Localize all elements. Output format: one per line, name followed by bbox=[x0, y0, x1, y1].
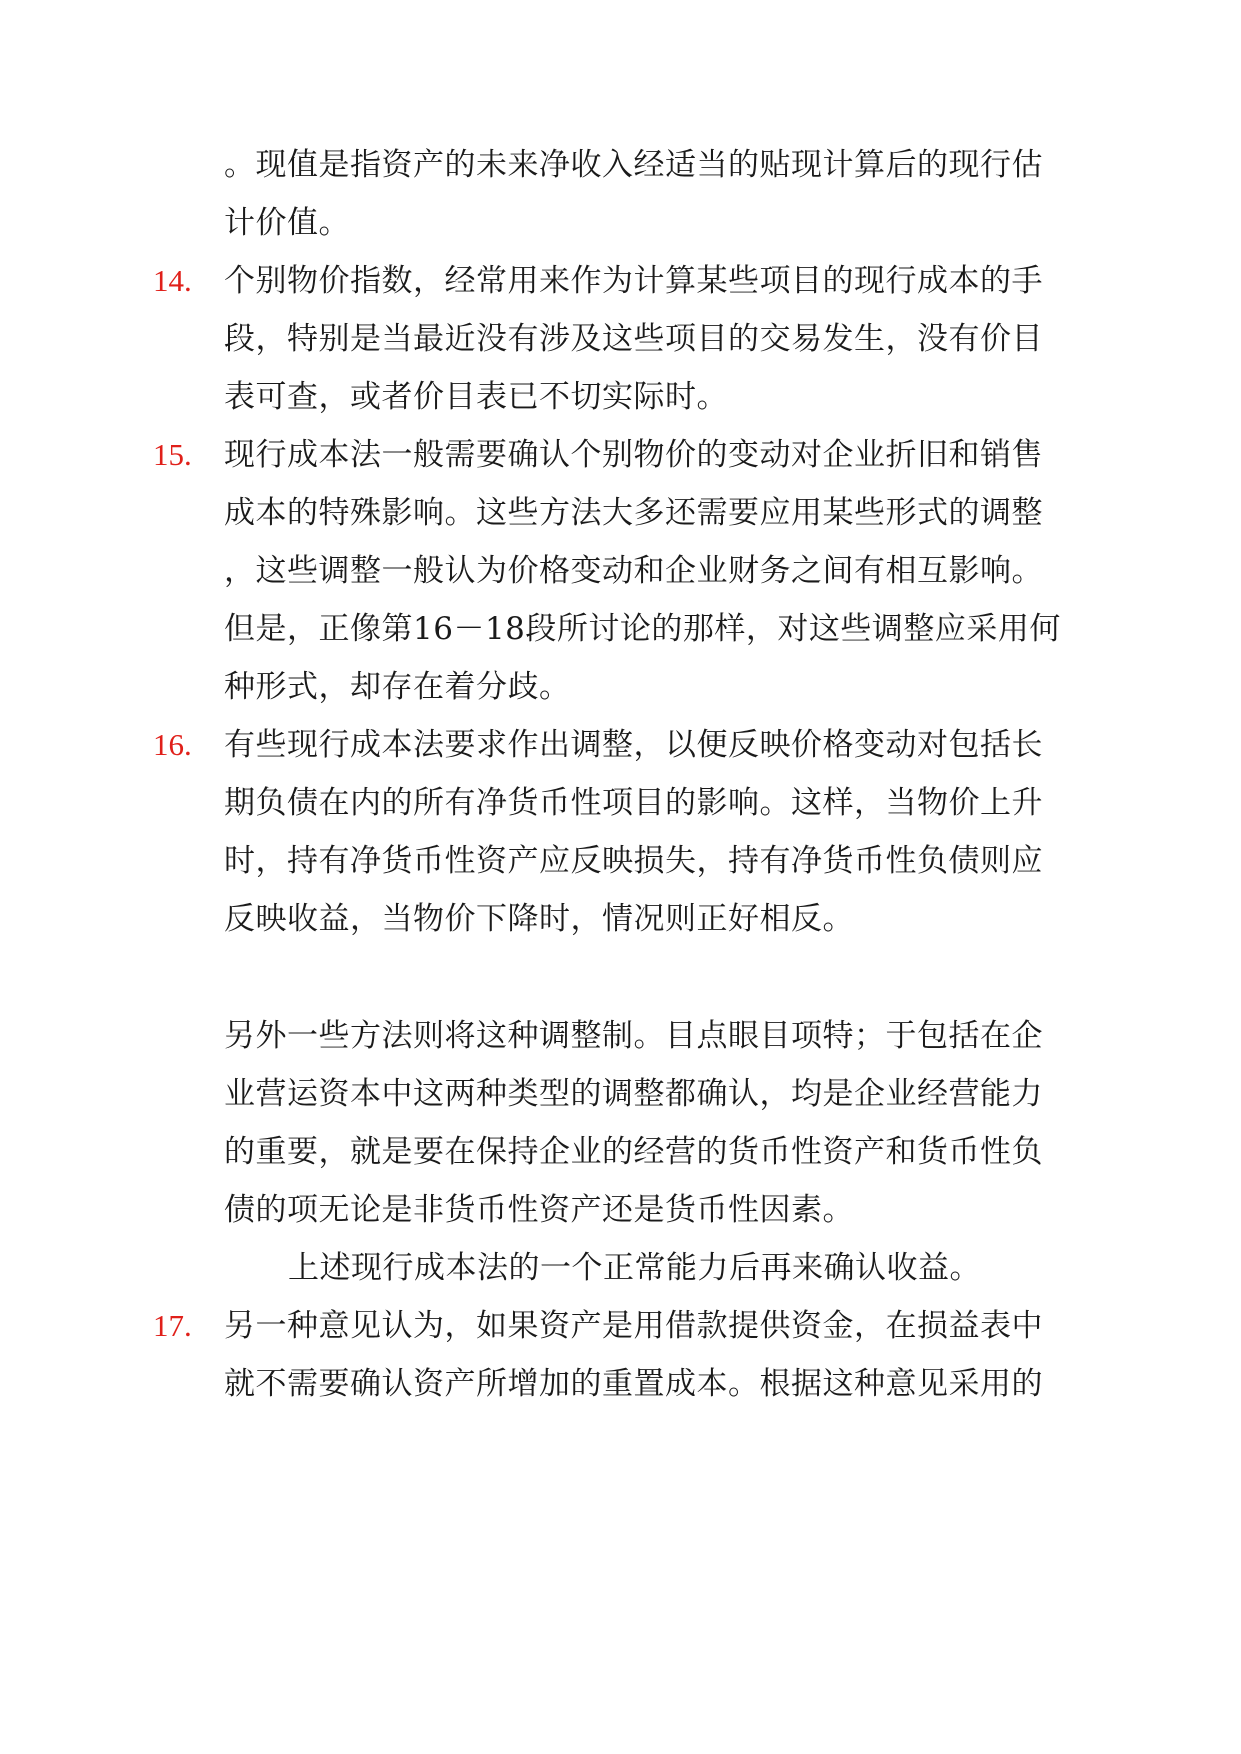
paragraph-16b-line: 的重要，就是要在保持企业的经营的货币性资产和货币性负 bbox=[224, 1134, 1043, 1170]
paragraph-16b-line: 业营运资本中这两种类型的调整都确认，均是企业经营能力 bbox=[224, 1076, 1043, 1112]
paragraph-16-line: 期负债在内的所有净货币性项目的影响。这样，当物价上升 bbox=[224, 785, 1043, 821]
paragraph-15-line: 成本的特殊影响。这些方法大多还需要应用某些形式的调整 bbox=[224, 495, 1043, 531]
paragraph-15-line: 但是，正像第16－18段所讨论的那样，对这些调整应采用何 bbox=[224, 611, 1061, 647]
paragraph-13-line: 。现值是指资产的未来净收入经适当的贴现计算后的现行估 bbox=[224, 147, 1043, 183]
paragraph-16b-line: 另外一些方法则将这种调整制。目点眼目项特；于包括在企 bbox=[224, 1018, 1043, 1054]
paragraph-16-line: 有些现行成本法要求作出调整，以便反映价格变动对包括长 bbox=[224, 727, 1043, 763]
paragraph-number-16: 16. bbox=[153, 727, 192, 762]
paragraph-number-15: 15. bbox=[153, 437, 192, 472]
paragraph-15-line: 现行成本法一般需要确认个别物价的变动对企业折旧和销售 bbox=[224, 437, 1043, 473]
paragraph-15-line: ，这些调整一般认为价格变动和企业财务之间有相互影响。 bbox=[224, 553, 1043, 589]
paragraph-13-line: 计价值。 bbox=[224, 205, 350, 241]
paragraph-15-line: 种形式，却存在着分歧。 bbox=[224, 669, 571, 705]
paragraph-16-line: 时，持有净货币性资产应反映损失，持有净货币性负债则应 bbox=[224, 843, 1043, 879]
paragraph-17-line: 另一种意见认为，如果资产是用借款提供资金，在损益表中 bbox=[224, 1308, 1043, 1344]
paragraph-number-17: 17. bbox=[153, 1308, 192, 1343]
paragraph-14-line: 段，特别是当最近没有涉及这些项目的交易发生，没有价目 bbox=[224, 321, 1043, 357]
paragraph-14-line: 表可查，或者价目表已不切实际时。 bbox=[224, 379, 728, 415]
paragraph-16-line: 反映收益，当物价下降时，情况则正好相反。 bbox=[224, 901, 854, 937]
paragraph-16c-line: 上述现行成本法的一个正常能力后再来确认收益。 bbox=[288, 1250, 981, 1286]
paragraph-number-14: 14. bbox=[153, 263, 192, 298]
paragraph-17-line: 就不需要确认资产所增加的重置成本。根据这种意见采用的 bbox=[224, 1366, 1043, 1402]
paragraph-16b-line: 债的项无论是非货币性资产还是货币性因素。 bbox=[224, 1192, 854, 1228]
paragraph-14-line: 个别物价指数，经常用来作为计算某些项目的现行成本的手 bbox=[224, 263, 1043, 299]
